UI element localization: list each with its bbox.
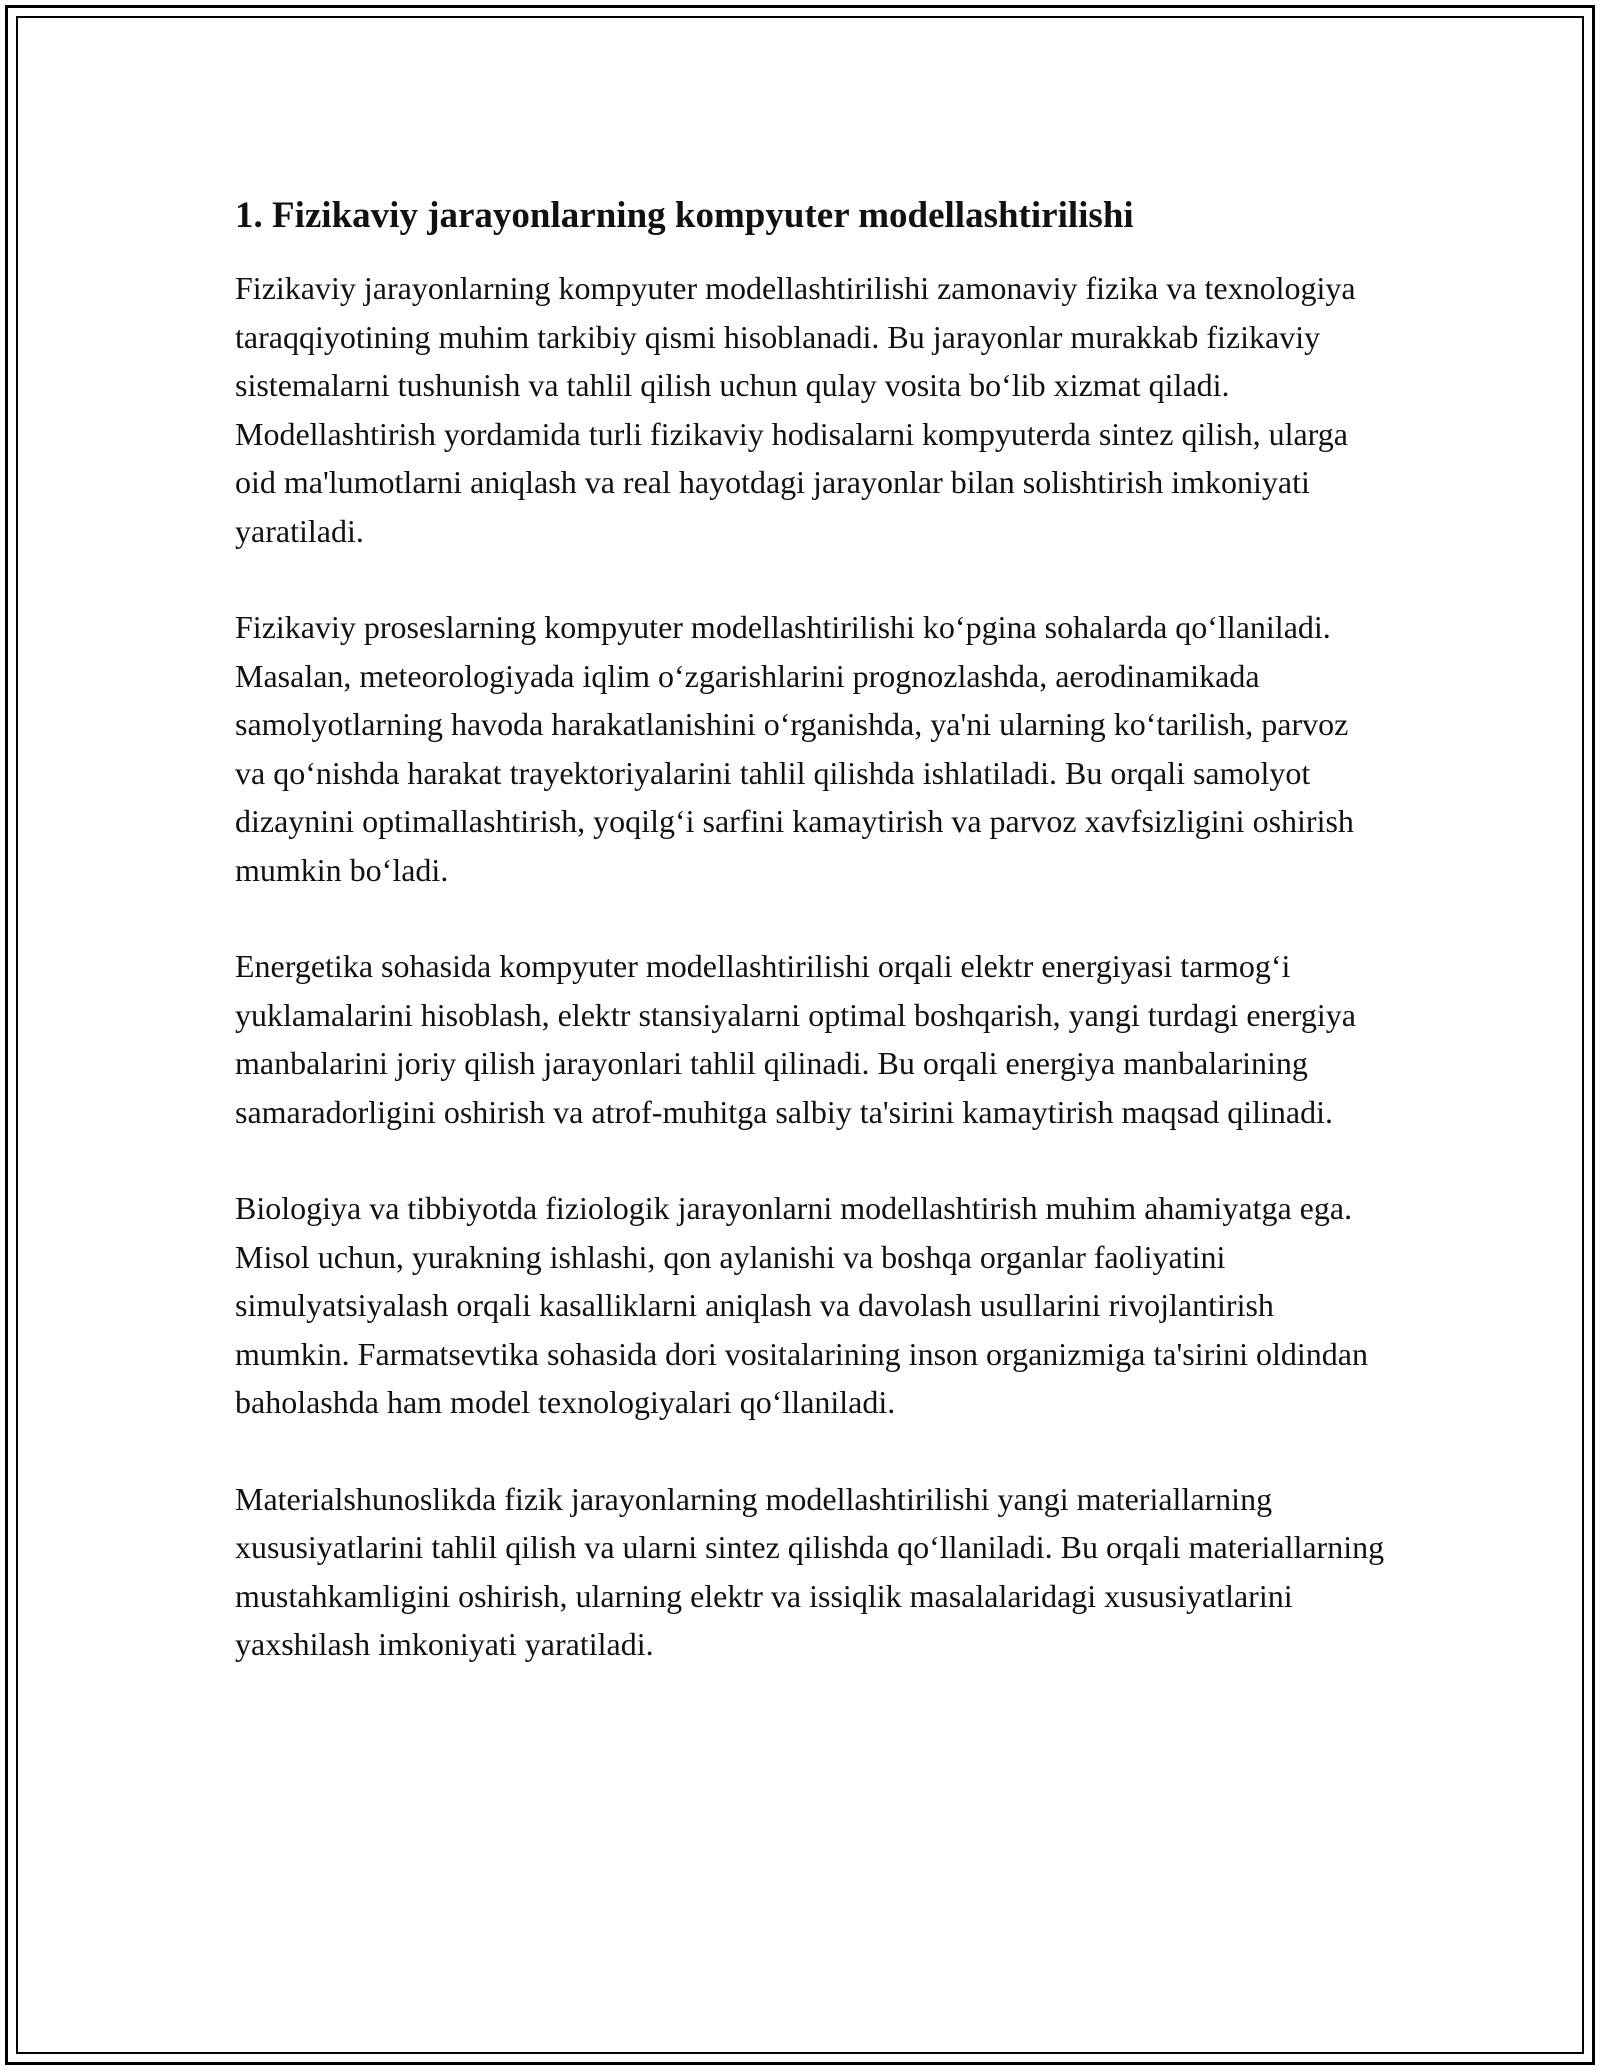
paragraph-materials: Materialshunoslikda fizik jarayonlarning modellashtirilishi yangi materiallarning xususiyatlarini tahlil qilish va ularni sintez qilishda qo‘llaniladi. Bu orqali materiallarning mustahkamligini oshirish, ularning elektr va issiqlik masalalaridagi xususiyatlarini yaxshilash imkoniyati yaratiladi. (235, 1480, 1385, 1662)
paragraph-energy: Energetika sohasida kompyuter modellashtirilishi orqali elektr energiyasi tarmog‘i yuklamalarini hisoblash, elektr stansiyalarni optimal boshqarish, yangi turdagi energiya manbalarini joriy qilish jarayonlari tahlil qilinadi. Bu orqali energiya manbalarining samaradorligini oshirish va atrof-muhitga salbiy ta'sirini kamaytirish maqsad qilinadi. (235, 948, 1356, 1130)
paragraph-biology: Biologiya va tibbiyotda fiziologik jarayonlarni modellashtirish muhim ahamiyatga ega. Misol uchun, yurakning ishlashi, qon aylanishi va boshqa organlar faoliyatini simulyatsiyalash orqali kasalliklarni aniqlash va davolash usullarini rivojlantirish mumkin. Farmatsevtika sohasida dori vositalarining inson organizmiga ta'sirini oldindan baholashda ham model texnologiyalari qo‘llaniladi. (235, 1190, 1368, 1420)
paragraph-intro: Fizikaviy jarayonlarning kompyuter modellashtirilishi zamonaviy fizika va texnologiya taraqqiyotining muhim tarkibiy qismi hisoblanadi. Bu jarayonlar murakkab fizikaviy sistemalarni tushunish va tahlil qilish uchun qulay vosita bo‘lib xizmat qiladi. Modellashtirish yordamida turli fizikaviy hodisalarni kompyuterda sintez qilish, ularga oid ma'lumotlarni aniqlash va real hayotdagi jarayonlar bilan solishtirish imkoniyati yaratiladi. (235, 270, 1356, 549)
paragraph-applications: Fizikaviy proseslarning kompyuter modellashtirilishi ko‘pgina sohalarda qo‘llaniladi. Masalan, meteorologiyada iqlim o‘zgarishlarini prognozlashda, aerodinamikada samolyotlarning havoda harakatlanishini o‘rganishda, ya'ni ularning ko‘tarilish, parvoz va qo‘nishda harakat trayektoriyalarini tahlil qilishda ishlatiladi. Bu orqali samolyot dizaynini optimallashtirish, yoqilg‘i sarfini kamaytirish va parvoz xavfsizligini oshirish mumkin bo‘ladi. (235, 609, 1354, 888)
document-body (235, 188, 1385, 1717)
section-title: 1. Fizikaviy jarayonlarning kompyuter modellashtirilishi (235, 195, 1134, 236)
